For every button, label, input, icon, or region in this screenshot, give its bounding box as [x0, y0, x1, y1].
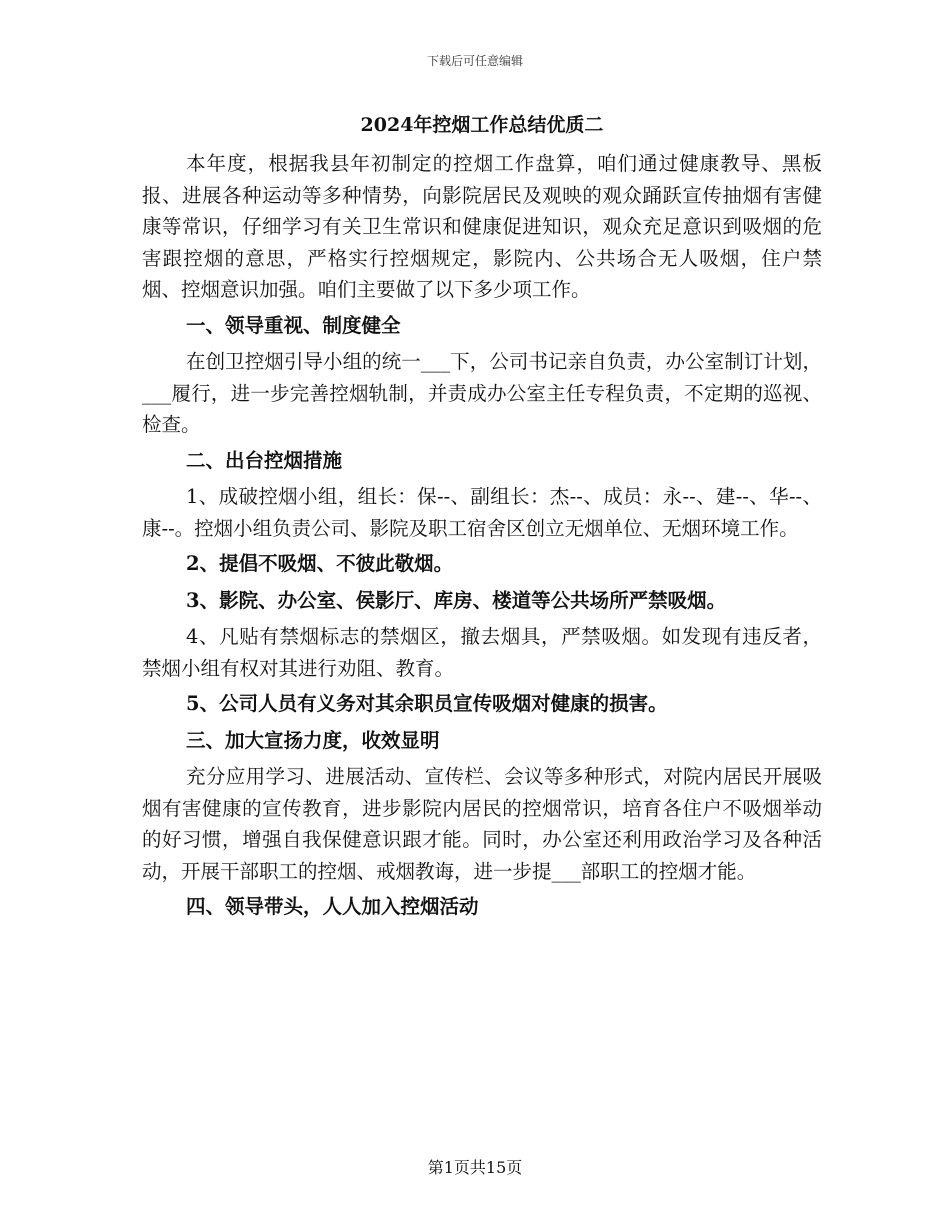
- measure-item-2: 2、提倡不吸烟、不彼此敬烟。: [186, 552, 454, 575]
- measure-item-5: 5、公司人员有义务对其余职员宣传吸烟对健康的损害。: [186, 692, 668, 715]
- measure-item-1: 1、成破控烟小组，组长：保--、副组长：杰--、成员：永--、建--、华--、康--。控烟小组负责公司、影院及职工宿舍区创立无烟单位、无烟环境工作。: [142, 485, 822, 540]
- section-heading-2: 二、出台控烟措施: [186, 448, 343, 472]
- document-title: 2024年控烟工作总结优质二: [360, 114, 604, 136]
- intro-paragraph: 本年度，根据我县年初制定的控烟工作盘算，咱们通过健康教导、黑板报、进展各种运动等多种情势，向影院居民及观映的观众踊跃宣传抽烟有害健康等常识，仔细学习有关卫生常识和健康促进知识，观众充足意识到吸烟的危害跟控烟的意思，严格实行控烟规定，影院内、公共场合无人吸烟，住户禁烟、控烟意识加强。咱们主要做了以下多少项工作。: [142, 152, 822, 301]
- section-1-paragraph: 在创卫控烟引导小组的统一___下，公司书记亲自负责，办公室制订计划，___履行，进一步完善控烟轨制，并责成办公室主任专程负责，不定期的巡视、检查。: [142, 350, 822, 436]
- section-heading-1: 一、领导重视、制度健全: [186, 313, 401, 337]
- measure-item-4: 4、凡贴有禁烟标志的禁烟区，撤去烟具，严禁吸烟。如发现有违反者，禁烟小组有权对其进行劝阻、教育。: [142, 625, 822, 680]
- section-heading-4: 四、领导带头，人人加入控烟活动: [186, 895, 479, 918]
- page-number: 第1页共15页: [427, 1158, 523, 1177]
- section-3-paragraph: 充分应用学习、进展活动、宣传栏、会议等多种形式，对院内居民开展吸烟有害健康的宣传教育，进步影院内居民的控烟常识，培育各住户不吸烟举动的好习惯，增强自我保健意识跟才能。同时，办公室还利用政治学习及各种活动，开展干部职工的控烟、戒烟教诲，进一步提___部职工的控烟才能。: [142, 765, 822, 883]
- measure-item-3: 3、影院、办公室、侯影厅、库房、楼道等公共场所严禁吸烟。: [186, 588, 727, 612]
- header-note: 下载后可任意编辑: [426, 54, 523, 68]
- section-heading-3: 三、加大宣扬力度，收效显明: [186, 728, 440, 752]
- document-body: [142, 110, 822, 928]
